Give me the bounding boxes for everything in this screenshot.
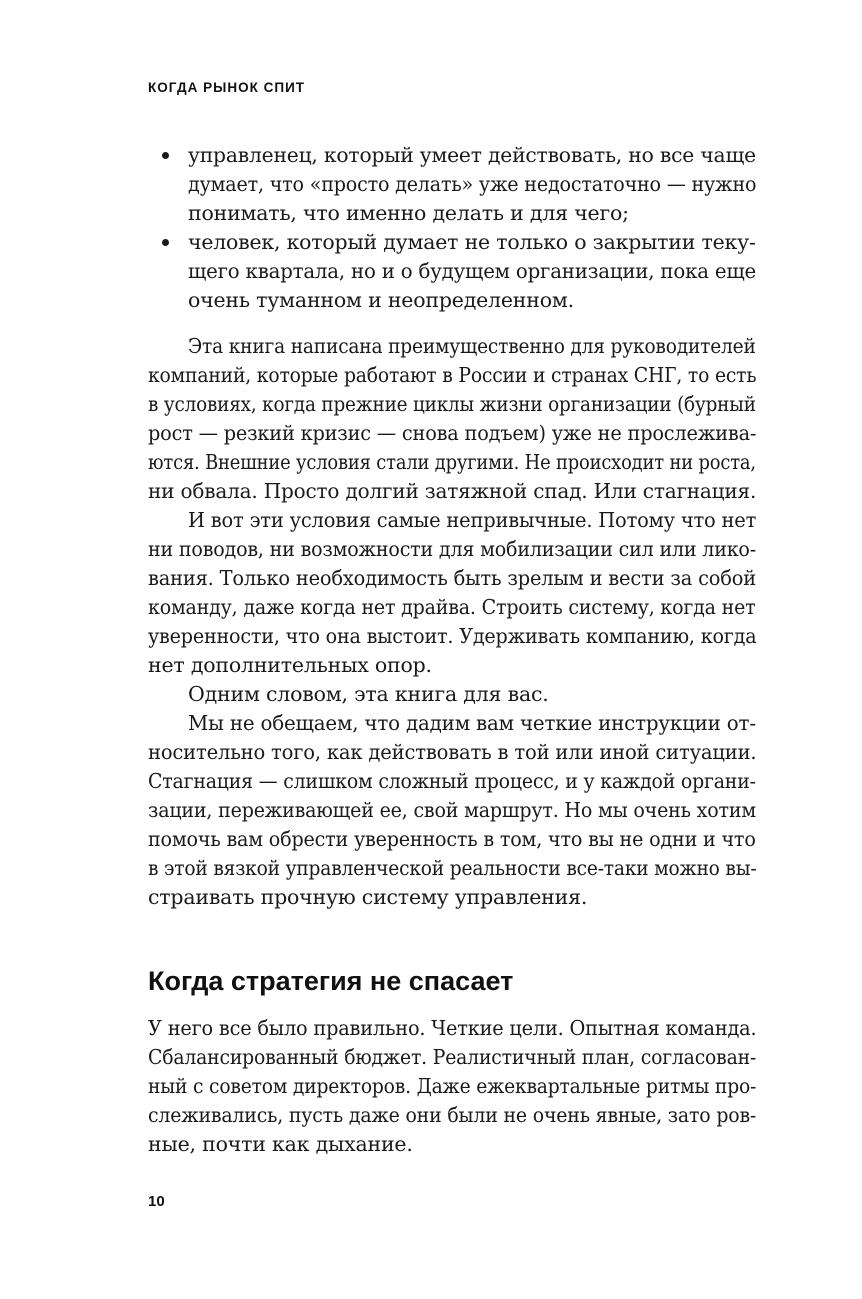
body-line: Одним словом, эта книга для вас.	[188, 682, 549, 706]
body-line: страивать прочную систему управления.	[148, 885, 588, 909]
body-line: Эта книга написана преимущественно для руководителей	[188, 334, 756, 358]
section-heading: Когда стратегия не спасает	[148, 966, 514, 996]
body-line: ются. Внешние условия стали другими. Не происходит ни роста,	[148, 450, 756, 474]
section-line: слеживались, пусть даже они были не очень явные, зато ров-	[148, 1103, 757, 1127]
section-line: У него все было правильно. Четкие цели. Опытная команда.	[148, 1016, 757, 1040]
section-line: Сбалансированный бюджет. Реалистичный план, согласован-	[148, 1045, 757, 1069]
body-line: ни обвала. Просто долгий затяжной спад. Или стагнация.	[148, 479, 757, 503]
body-line: в этой вязкой управленческой реальности все-таки можно вы-	[148, 856, 757, 880]
bullet-icon	[162, 239, 169, 246]
section-line: ный с советом директоров. Даже ежеквартальные ритмы про-	[148, 1074, 757, 1098]
bullet-1-line-1: управленец, который умеет действовать, но все чаще	[188, 143, 756, 167]
bullet-icon	[162, 152, 169, 159]
page-number: 10	[148, 1193, 165, 1210]
bullet-1-line-2: думает, что «просто делать» уже недостаточно — нужно	[188, 172, 757, 196]
body-line: компаний, которые работают в России и странах СНГ, то есть	[148, 363, 757, 387]
body-line: Стагнация — слишком сложный процесс, и у каждой органи-	[148, 769, 756, 793]
body-line: рост — резкий кризис — снова подъем) уже не прослежива-	[148, 421, 757, 445]
section-line: ные, почти как дыхание.	[148, 1132, 413, 1156]
body-line: зации, переживающей ее, свой маршрут. Но мы очень хотим	[148, 798, 756, 822]
body-line: носительно того, как действовать в той или иной ситуации.	[148, 740, 757, 764]
body-line: нет дополнительных опор.	[148, 653, 432, 677]
body-line: Мы не обещаем, что дадим вам четкие инструкции от-	[188, 711, 756, 735]
body-line: ни поводов, ни возможности для мобилизации сил или лико-	[148, 537, 756, 561]
body-line: помочь вам обрести уверенность в том, что вы не одни и что	[148, 827, 756, 851]
bullet-1-line-3: понимать, что именно делать и для чего;	[188, 201, 629, 225]
bullet-2-line-1: человек, который думает не только о закрытии теку-	[188, 230, 756, 254]
body-line: уверенности, что она выстоит. Удерживать компанию, когда	[148, 624, 757, 648]
bullet-2-line-2: щего квартала, но и о будущем организации, пока еще	[188, 259, 757, 283]
body-line: команду, даже когда нет драйва. Строить систему, когда нет	[148, 595, 756, 619]
bullet-2-line-3: очень туманном и неопределенном.	[188, 288, 574, 312]
body-line: вания. Только необходимость быть зрелым и вести за собой	[148, 566, 757, 590]
running-head: КОГДА РЫНОК СПИТ	[148, 80, 306, 95]
body-line: в условиях, когда прежние циклы жизни организации (бурный	[148, 392, 756, 416]
body-line: И вот эти условия самые непривычные. Потому что нет	[188, 508, 757, 532]
